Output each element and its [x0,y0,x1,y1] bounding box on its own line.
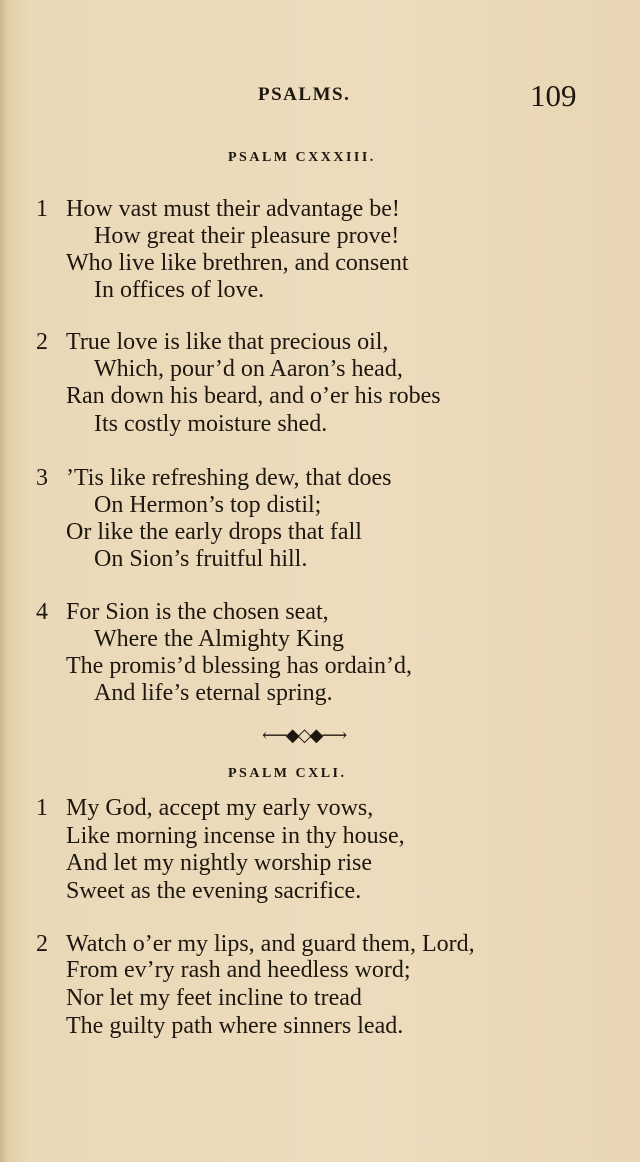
verse-line: Sweet as the evening sacrifice. [66,878,362,904]
verse-line: The guilty path where sinners lead. [66,1013,404,1039]
verse-line: On Sion’s fruitful hill. [94,546,308,572]
verse-line: The promis’d blessing has ordain’d, [66,653,412,679]
ornament-divider: ⟵◆◇◆⟶ [262,725,346,745]
verse-number: 1 [36,795,48,821]
verse-number: 1 [36,196,48,222]
verse-number: 2 [36,329,48,355]
page-number: 109 [530,78,577,113]
verse-line: From ev’ry rash and heedless word; [66,957,411,983]
verse-number: 2 [36,931,48,957]
verse-line: Its costly moisture shed. [94,411,328,437]
verse-line: In offices of love. [94,277,265,303]
verse-line: Like morning incense in thy house, [66,823,405,849]
verse-line: Where the Almighty King [94,626,344,652]
psalm-heading: PSALM CXXXIII. [228,150,376,165]
verse-line: Or like the early drops that fall [66,519,362,545]
verse-number: 3 [36,465,48,491]
verse-line: My God, accept my early vows, [66,795,374,821]
verse-line: Which, pour’d on Aaron’s head, [94,356,403,382]
verse-line: On Hermon’s top distil; [94,492,322,518]
verse-line: And let my nightly worship rise [66,850,372,876]
verse-line: Watch o’er my lips, and guard them, Lord, [66,931,475,957]
verse-line: And life’s eternal spring. [94,680,333,706]
verse-line: Who live like brethren, and consent [66,250,409,276]
verse-line: True love is like that precious oil, [66,329,389,355]
verse-line: ’Tis like refreshing dew, that does [66,465,392,491]
verse-line: Ran down his beard, and o’er his robes [66,383,441,409]
verse-line: How great their pleasure prove! [94,223,400,249]
verse-line: How vast must their advantage be! [66,196,400,222]
verse-line: Nor let my feet incline to tread [66,985,362,1011]
running-head: PSALMS. [258,84,351,105]
verse-line: For Sion is the chosen seat, [66,599,329,625]
verse-number: 4 [36,599,48,625]
psalm-heading: PSALM CXLI. [228,766,347,781]
